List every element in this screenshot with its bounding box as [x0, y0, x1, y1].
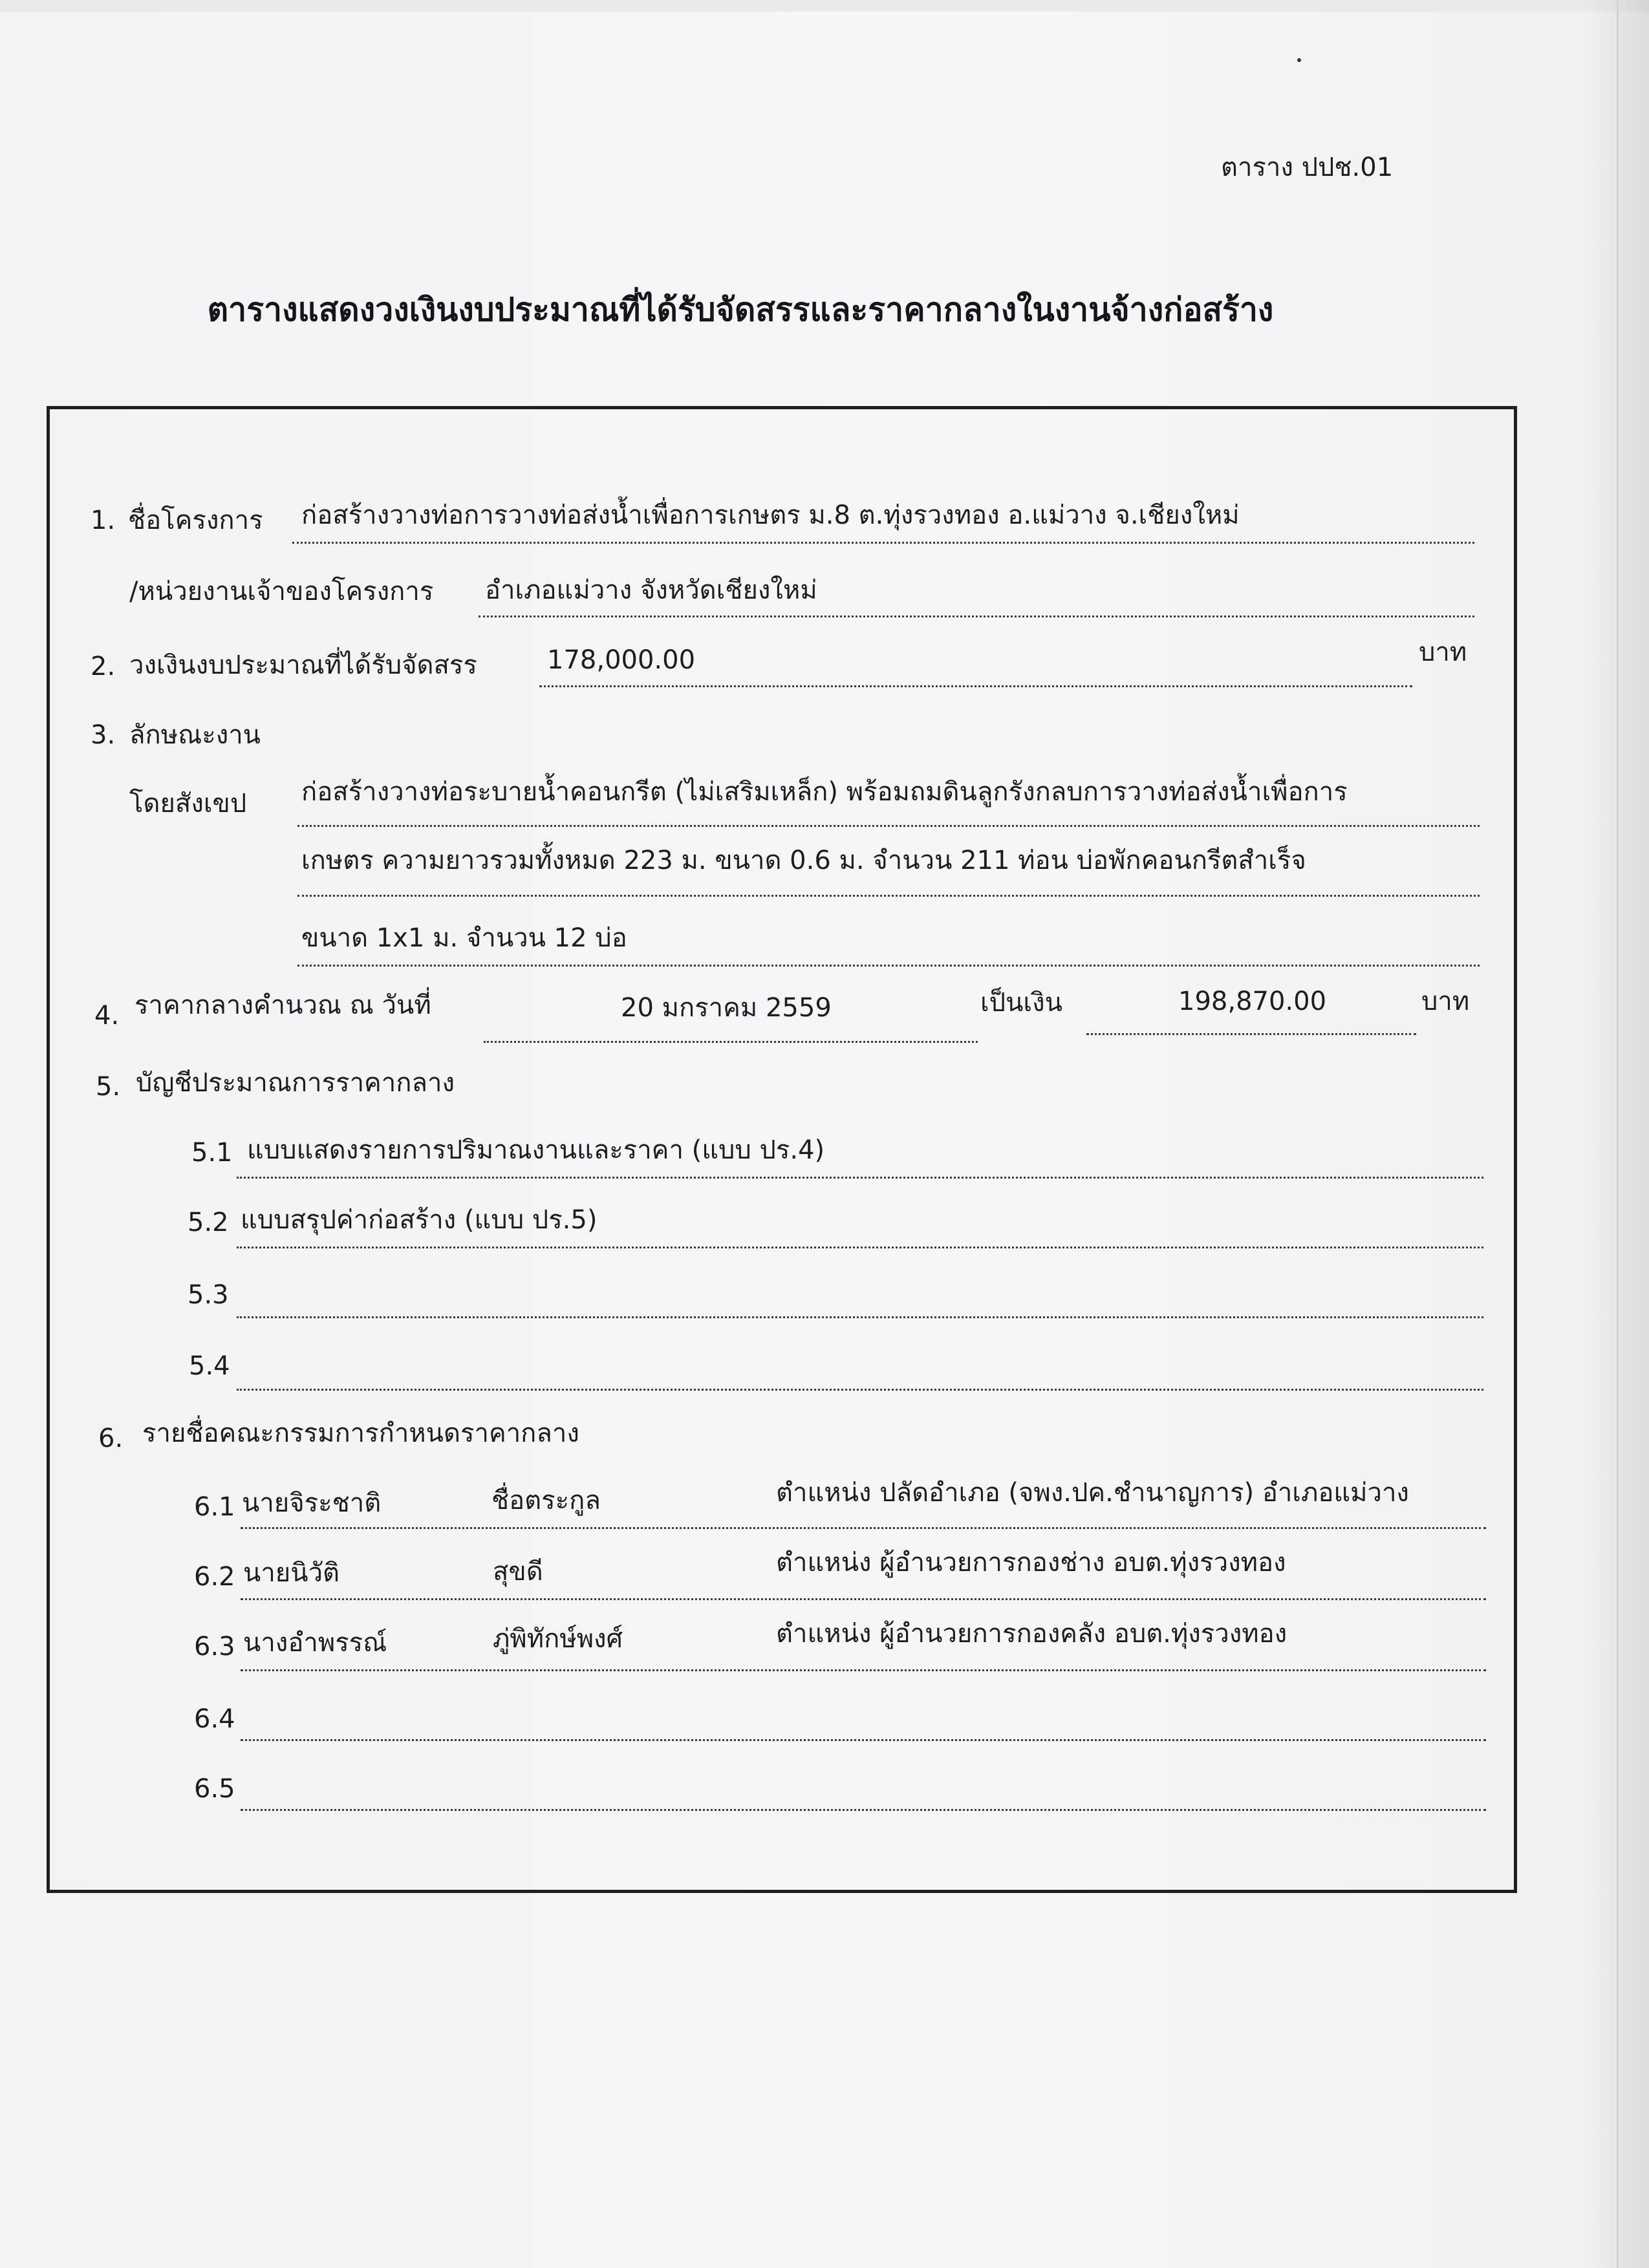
member-6-3-first-name: นางอำพรรณ์ — [243, 1628, 387, 1658]
budget-amount: 178,000.00 — [547, 645, 696, 675]
member-6-5-line — [241, 1809, 1486, 1811]
median-price-amount: 198,870.00 — [1178, 987, 1327, 1016]
description-underline-3 — [297, 965, 1480, 967]
entry-5-2-text: แบบสรุปค่าก่อสร้าง (แบบ ปร.5) — [241, 1205, 598, 1235]
entry-5-1-text: แบบแสดงรายการปริมาณงานและราคา (แบบ ปร.4) — [247, 1135, 825, 1165]
item1-label: ชื่อโครงการ — [128, 506, 263, 535]
amount-label: เป็นเงิน — [980, 988, 1062, 1018]
entry-5-2-number: 5.2 — [188, 1208, 229, 1237]
item2-label: วงเงินงบประมาณที่ได้รับจัดสรร — [129, 650, 477, 680]
member-6-2-position: ตำแหน่ง ผู้อำนวยการกองช่าง อบต.ทุ่งรวงทอง — [776, 1548, 1286, 1578]
member-6-2-number: 6.2 — [194, 1562, 235, 1592]
item5-label: บัญชีประมาณการราคากลาง — [136, 1068, 455, 1098]
scan-speck — [1297, 58, 1301, 62]
item6-label: รายชื่อคณะกรรมการกำหนดราคากลาง — [142, 1418, 579, 1448]
item4-label: ราคากลางคำนวณ ณ วันที่ — [135, 990, 431, 1020]
amount-line — [1086, 1033, 1416, 1035]
price-date-line — [484, 1041, 978, 1043]
item3-number: 3. — [91, 720, 116, 750]
entry-5-1-number: 5.1 — [191, 1138, 233, 1168]
item3-label: ลักษณะงาน — [129, 720, 261, 750]
member-6-1-last-name: ชื่อตระกูล — [491, 1486, 601, 1515]
page-edge-shadow — [1583, 0, 1649, 2268]
page-fold-line — [1617, 0, 1619, 2268]
owner-line — [479, 615, 1474, 617]
member-6-1-position: ตำแหน่ง ปลัดอำเภอ (จพง.ปค.ชำนาญการ) อำเภอแม่วาง — [776, 1478, 1409, 1508]
page-top-edge — [0, 0, 1649, 12]
amount-unit: บาท — [1421, 987, 1470, 1016]
member-6-3-number: 6.3 — [194, 1632, 235, 1662]
member-6-1-line — [241, 1527, 1486, 1529]
entry-5-2-line — [237, 1246, 1483, 1248]
project-name-value: ก่อสร้างวางท่อการวางท่อส่งน้ำเพื่อการเกษตร ม.8 ต.ทุ่งรวงทอง อ.แม่วาง จ.เชียงใหม่ — [301, 500, 1240, 530]
item1-number: 1. — [91, 506, 116, 535]
member-6-5-number: 6.5 — [194, 1774, 235, 1804]
entry-5-3-number: 5.3 — [188, 1280, 229, 1310]
member-6-4-number: 6.4 — [194, 1704, 235, 1734]
entry-5-4-line — [237, 1389, 1483, 1391]
item2-number: 2. — [91, 652, 116, 681]
description-line-2: เกษตร ความยาวรวมทั้งหมด 223 ม. ขนาด 0.6 ม. จำนวน 211 ท่อน บ่อพักคอนกรีตสำเร็จ — [301, 846, 1306, 875]
owner-label: /หน่วยงานเจ้าของโครงการ — [129, 577, 434, 606]
project-name-line — [292, 542, 1474, 544]
owner-value: อำเภอแม่วาง จังหวัดเชียงใหม่ — [485, 575, 817, 605]
member-6-3-line — [241, 1669, 1486, 1671]
description-underline-1 — [297, 825, 1480, 827]
description-line-3: ขนาด 1x1 ม. จำนวน 12 บ่อ — [301, 923, 627, 953]
budget-unit: บาท — [1419, 637, 1467, 667]
item3-sublabel: โดยสังเขป — [129, 789, 247, 818]
form-code: ตาราง ปปช.01 — [1221, 153, 1394, 182]
member-6-2-line — [241, 1598, 1486, 1600]
budget-line — [539, 685, 1412, 687]
entry-5-1-line — [237, 1177, 1483, 1179]
member-6-1-first-name: นายจิระชาติ — [242, 1488, 382, 1518]
member-6-1-number: 6.1 — [194, 1492, 235, 1522]
member-6-3-last-name: ภู่พิทักษ์พงศ์ — [493, 1624, 623, 1654]
item4-number: 4. — [94, 1001, 120, 1031]
member-6-4-line — [241, 1739, 1486, 1741]
item6-number: 6. — [98, 1424, 124, 1453]
member-6-2-last-name: สุขดี — [493, 1557, 543, 1587]
entry-5-4-number: 5.4 — [189, 1351, 230, 1381]
entry-5-3-line — [237, 1316, 1483, 1318]
description-underline-2 — [297, 895, 1480, 897]
description-line-1: ก่อสร้างวางท่อระบายน้ำคอนกรีต (ไม่เสริมเหล็ก) พร้อมถมดินลูกรังกลบการวางท่อส่งน้ำเพื่อการ — [301, 777, 1348, 807]
member-6-2-first-name: นายนิวัติ — [243, 1558, 340, 1588]
price-date: 20 มกราคม 2559 — [621, 993, 832, 1023]
member-6-3-position: ตำแหน่ง ผู้อำนวยการกองคลัง อบต.ทุ่งรวงทอง — [776, 1619, 1288, 1649]
document-title: ตารางแสดงวงเงินงบประมาณที่ได้รับจัดสรรและราคากลางในงานจ้างก่อสร้าง — [207, 291, 1274, 328]
item5-number: 5. — [96, 1072, 121, 1102]
